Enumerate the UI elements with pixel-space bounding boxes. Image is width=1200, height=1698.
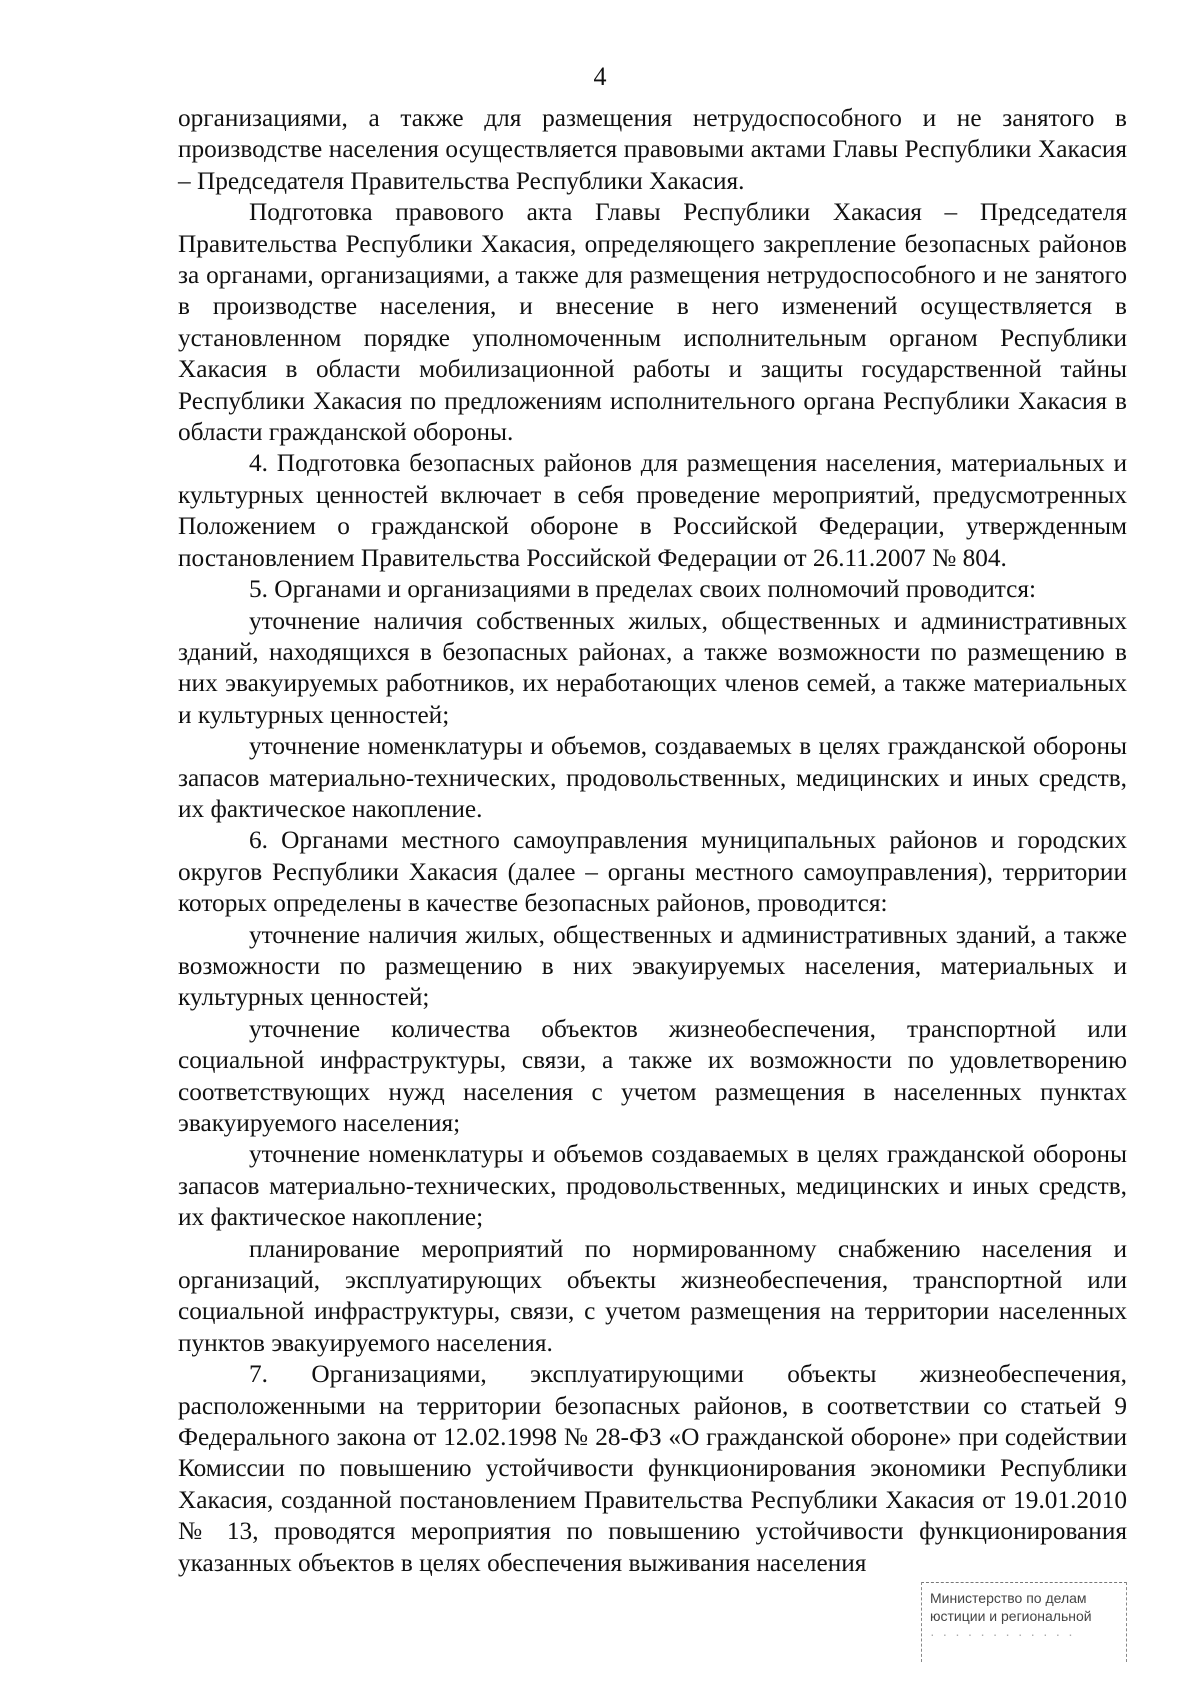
stamp-line-1: Министерство по делам <box>930 1590 1087 1606</box>
paragraph-item-4: 4. Подготовка безопасных районов для размещения населения, материальных и культурных ценностей включает в себя проведение мероприятий, предусмотренных Положением о гражданской обороне в Российской Федерации, утвержденным постановлением Правительства Российской Федерации от 26.11.2007 № 804. <box>178 449 1127 572</box>
paragraph-item-6-bullet-3: уточнение номенклатуры и объемов создаваемых в целях гражданской обороны запасов материально-технических, продовольственных, медицинских и иных средств, их фактическое накопление; <box>178 1140 1127 1232</box>
paragraph-item-7: 7. Организациями, эксплуатирующими объекты жизнеобеспечения, расположенными на территории безопасных районов, в соответствии со статьей 9 Федерального закона от 12.02.1998 № 28-ФЗ «О гражданской обороне» при содействии Комиссии по повышению устойчивости функционирования экономики Республики Хакасия, созданной постановлением Правительства Республики Хакасия от 19.01.2010 № 13, проводятся мероприятия по повышению устойчивости функционирования указанных объектов в целях обеспечения выживания населения <box>178 1360 1127 1577</box>
paragraph-item-5: 5. Органами и организациями в пределах своих полномочий проводится: <box>249 575 1037 604</box>
paragraph-legal-act-preparation: Подготовка правового акта Главы Республики Хакасия – Председателя Правительства Республики Хакасия, определяющего закрепление безопасных районов за органами, организациями, а также для размещения нетрудоспособного и не занятого в производстве населения, и внесение в него изменений осуществляется в установленном порядке уполномоченным исполнительным органом Республики Хакасия в области мобилизационной работы и защиты государственной тайны Республики Хакасия по предложениям исполнительного органа Республики Хакасия в области гражданской обороны. <box>178 198 1127 447</box>
stamp-faint-line: · · · · · · · · · · · · <box>930 1626 1075 1642</box>
document-body <box>178 103 1127 1579</box>
paragraph-item-6-bullet-4: планирование мероприятий по нормированному снабжению населения и организаций, эксплуатирующих объекты жизнеобеспечения, транспортной или социальной инфраструктуры, связи, с учетом размещения на территории населенных пунктов эвакуируемого населения. <box>178 1234 1127 1357</box>
paragraph-item-6-bullet-2: уточнение количества объектов жизнеобеспечения, транспортной или социальной инфраструктуры, связи, а также их возможности по удовлетворению соответствующих нужд населения с учетом размещения в населенных пунктах эвакуируемого населения; <box>178 1014 1127 1137</box>
paragraph-item-5-bullet-2: уточнение номенклатуры и объемов, создаваемых в целях гражданской обороны запасов материально-технических, продовольственных, медицинских и иных средств, их фактическое накопление. <box>178 732 1127 823</box>
stamp-line-2: юстиции и региональной <box>930 1608 1092 1624</box>
paragraph-item-5-bullet-1: уточнение наличия собственных жилых, общественных и административных зданий, находящихся в безопасных районах, а также возможности по размещению в них эвакуируемых работников, их неработающих членов семей, а также материальных и культурных ценностей; <box>178 606 1127 729</box>
registration-stamp <box>921 1582 1127 1662</box>
paragraph-continuation: организациями, а также для размещения нетрудоспособного и не занятого в производстве населения осуществляется правовыми актами Главы Республики Хакасия – Председателя Правительства Республики Хакасия. <box>178 104 1127 195</box>
paragraph-item-6: 6. Органами местного самоуправления муниципальных районов и городских округов Республики Хакасия (далее – органы местного самоуправления), территории которых определены в качестве безопасных районов, проводится: <box>178 826 1127 918</box>
paragraph-item-6-bullet-1: уточнение наличия жилых, общественных и административных зданий, а также возможности по размещению в них эвакуируемых населения, материальных и культурных ценностей; <box>178 920 1127 1012</box>
page-number: 4 <box>593 62 607 91</box>
